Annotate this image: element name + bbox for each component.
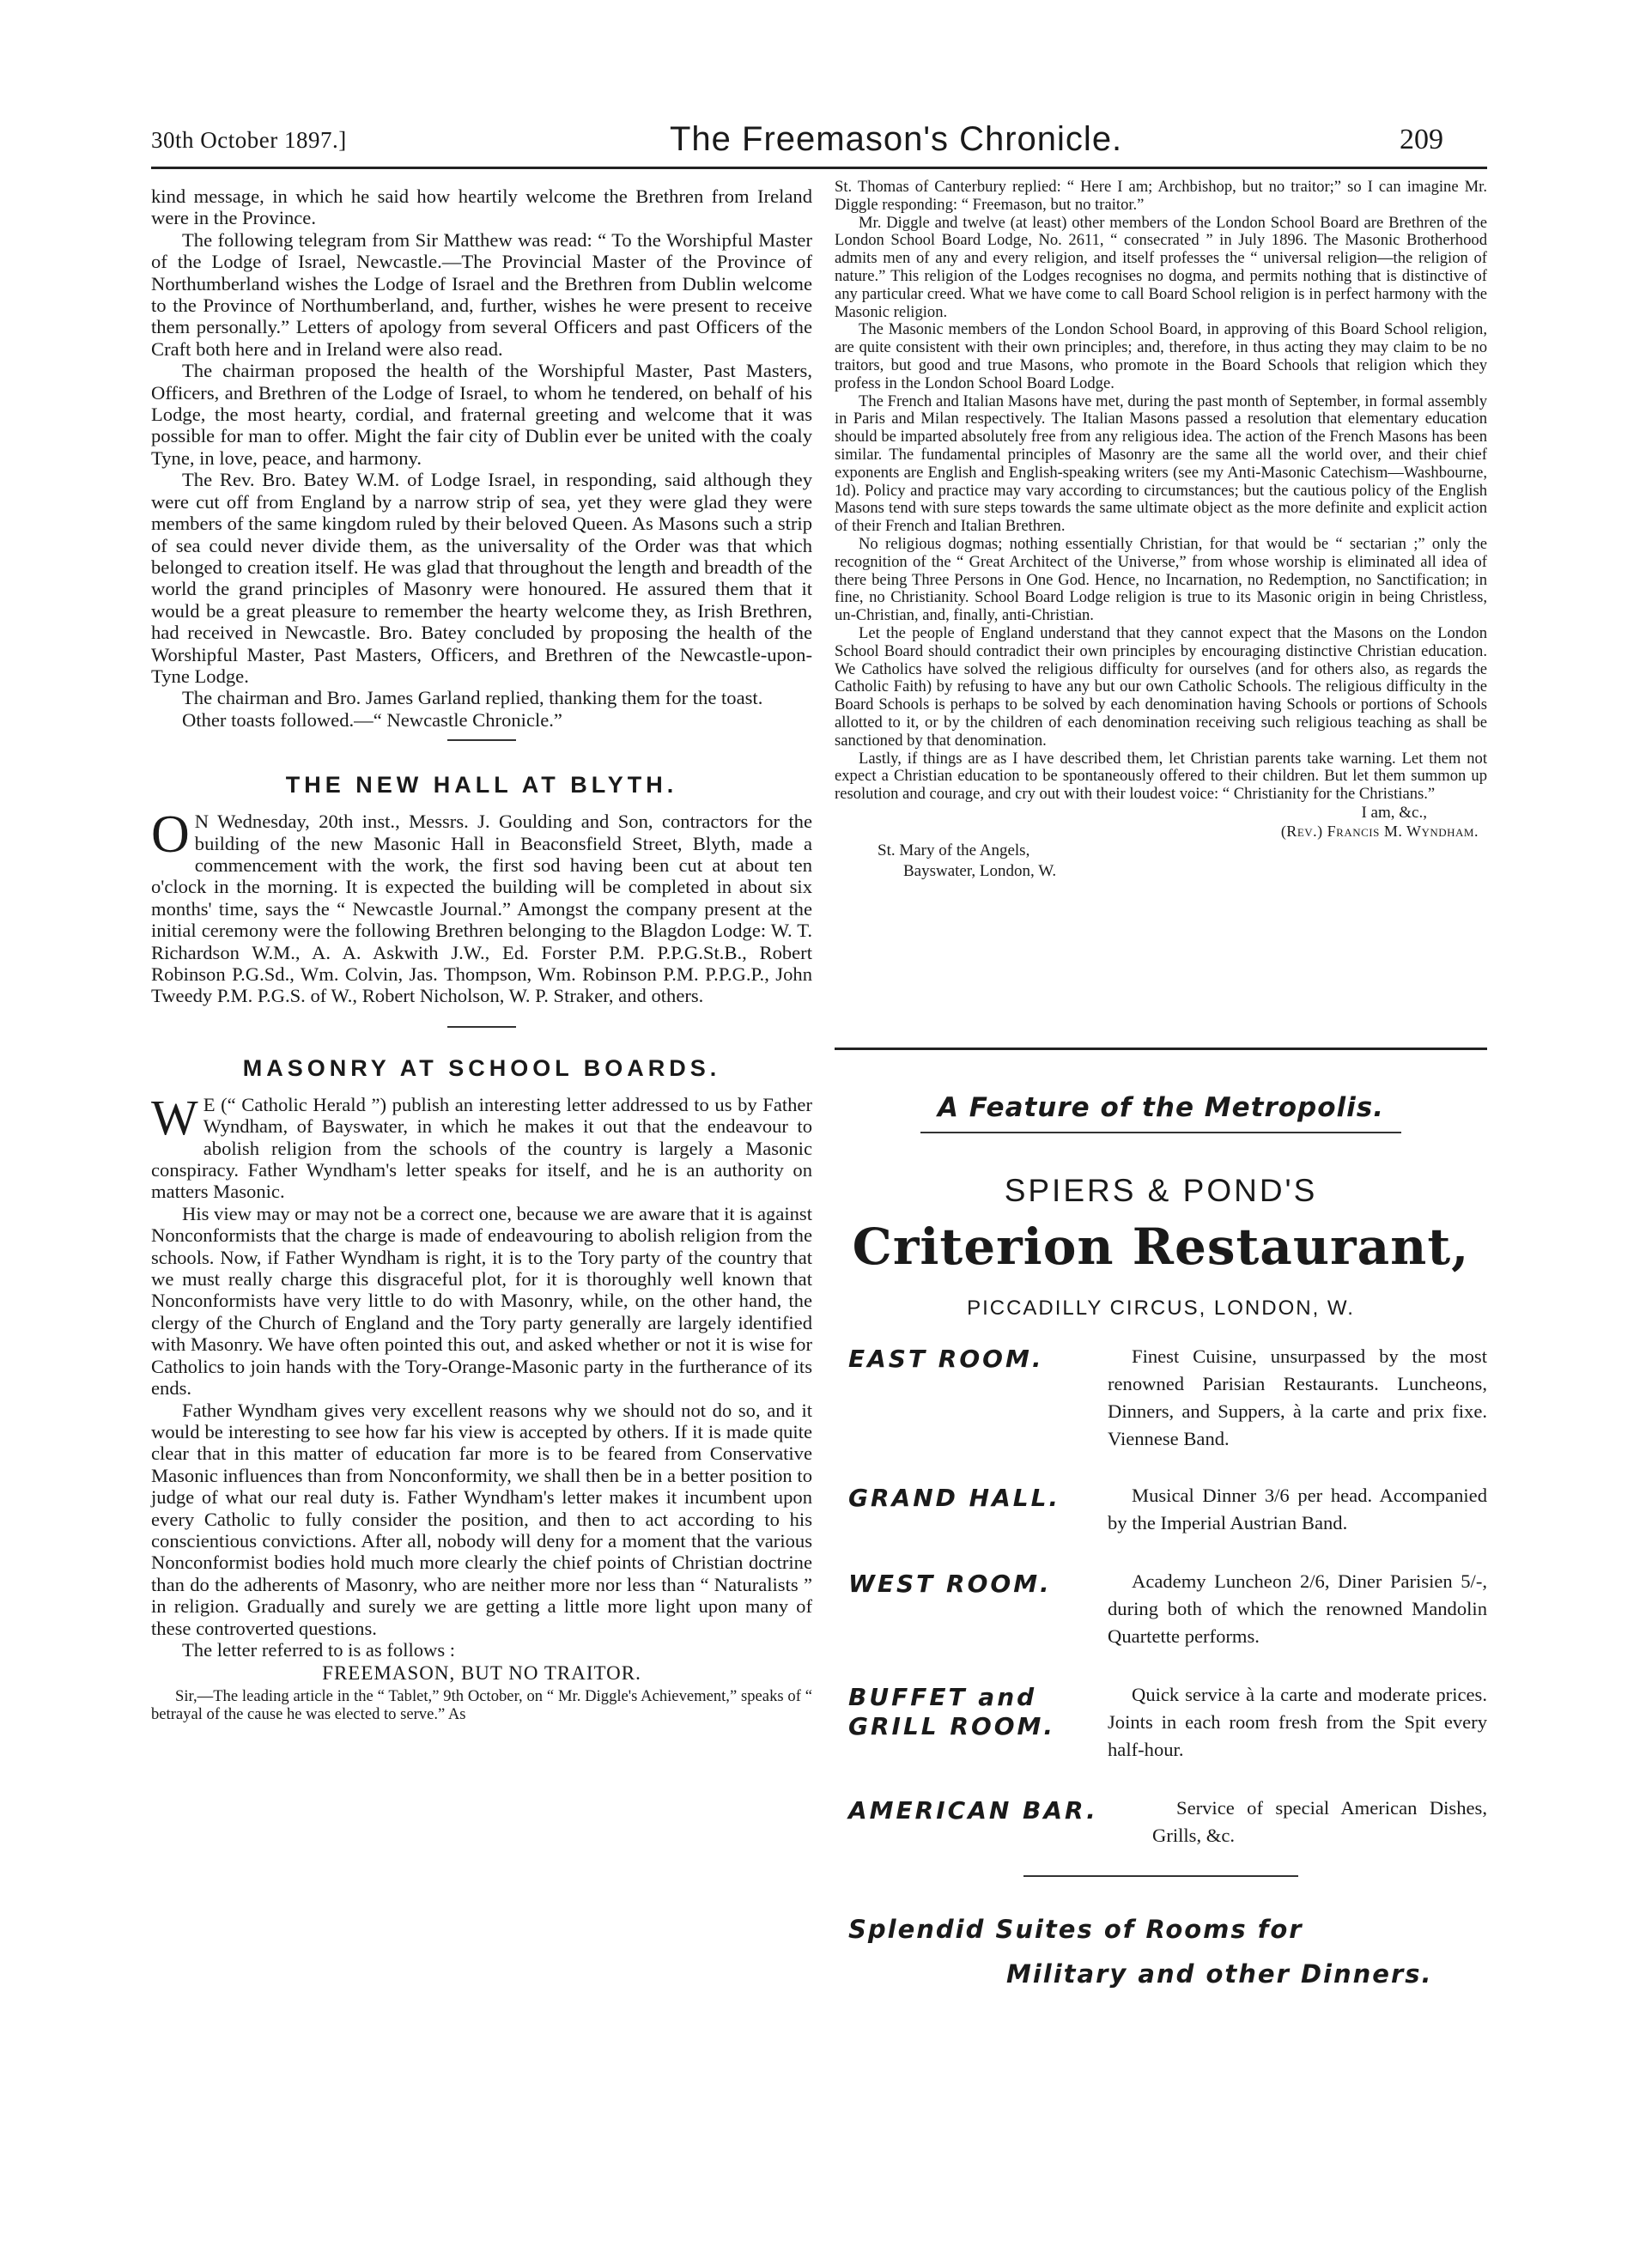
address-line: Bayswater, London, W. bbox=[903, 861, 1057, 880]
letter-continued bbox=[835, 179, 1487, 804]
paragraph: The chairman proposed the health of the Worshipful Master, Past Masters, Officers, and Brethren of the Lodge of Israel, to whom he tendered, on behalf of his Lodge, the most hearty, cordial, and fraternal greeting and welcome that it was possible for man to offer. Might the fair city of Dublin ever be united with the coaly Tyne, in love, peace, and harmony. bbox=[151, 360, 812, 469]
paragraph: The chairman and Bro. James Garland replied, thanking them for the toast. bbox=[182, 687, 763, 709]
paragraph: Lastly, if things are as I have described them, let Christian parents take warning. Let them not expect a Christian education to be spontaneously offered to their children. But let them summon up resolution and courage, and cry out with their loudest voice: “ Christianity for the Christians.” bbox=[835, 749, 1487, 804]
ad-restaurant-name: Criterion Restaurant, bbox=[852, 1218, 1470, 1276]
criterion-advertisement bbox=[835, 1065, 1487, 1989]
ad-rule bbox=[1023, 1875, 1298, 1877]
page-number: 209 bbox=[1400, 124, 1443, 155]
paragraph: Other toasts followed.—“ Newcastle Chronicle.” bbox=[182, 708, 562, 731]
letter-title: FREEMASON, BUT NO TRAITOR. bbox=[322, 1662, 641, 1685]
paragraph: The letter referred to is as follows : bbox=[182, 1638, 456, 1661]
section-divider bbox=[447, 739, 516, 741]
room-label: GRAND HALL. bbox=[848, 1484, 1061, 1512]
column-divider-rule bbox=[835, 1048, 1487, 1050]
room-description: Academy Luncheon 2/6, Diner Parisien 5/-, during both of which the renowned Mandolin Quartette performs. bbox=[1108, 1570, 1487, 1647]
paragraph: The Masonic members of the London School Board, in approving of this Board School religion, are quite consistent with their own principles; and, therefore, in thus acting they may claim to be no traitors, but good and true Masons, who promote in the Board Schools that religion which they profess in the London School Board Lodge. bbox=[835, 320, 1487, 392]
ad-footer-line: Splendid Suites of Rooms for bbox=[848, 1915, 1303, 1944]
school-boards-article bbox=[151, 1089, 812, 1661]
ad-footer-line: Military and other Dinners. bbox=[1006, 1959, 1433, 1989]
room-description: Quick service à la carte and moderate prices. Joints in each room fresh from the Spit every half-hour. bbox=[1108, 1684, 1487, 1760]
room-label: WEST ROOM. bbox=[848, 1570, 1052, 1598]
drop-cap: W bbox=[151, 1089, 198, 1145]
heading-masonry-school-boards: MASONRY AT SCHOOL BOARDS. bbox=[242, 1054, 721, 1081]
ad-proprietors: SPIERS & POND'S bbox=[1004, 1173, 1318, 1208]
issue-date: 30th October 1897.] bbox=[151, 127, 347, 153]
letter-signature: (Rev.) Francis M. Wyndham. bbox=[1280, 822, 1479, 840]
drop-cap: O bbox=[151, 805, 190, 865]
left-column bbox=[151, 185, 812, 1724]
letter-address bbox=[878, 841, 1487, 882]
right-column bbox=[835, 179, 1487, 882]
paragraph: kind message, in which he said how heartily welcome the Brethren from Ireland were in the Province. bbox=[151, 185, 812, 229]
paragraph: Let the people of England understand that they cannot expect that the Masons on the London School Board should contradict their own principles by encouraging distinctive Christian education. We Catholics have solved the religious difficulty for ourselves (and for others also, as regards the Catholic Faith) by refusing to have any but our own Catholic Schools. The religious difficulty in the Board Schools is perhaps to be solved by each denomination having Schools or portions of Schools allotted to it, or by the children of each denomination receiving such religious teaching as shall be sanctioned by that denomination. bbox=[835, 623, 1487, 750]
address-line: St. Mary of the Angels, bbox=[878, 841, 1030, 859]
lodge-report-article bbox=[151, 185, 812, 731]
room-label: EAST ROOM. bbox=[848, 1345, 1044, 1373]
room-description: Finest Cuisine, unsurpassed by the most renowned Parisian Restaurants. Luncheons, Dinners, and Suppers, à la carte and prix fixe. Viennese Band. bbox=[1108, 1345, 1487, 1449]
ad-room-grand-hall bbox=[835, 1482, 1487, 1537]
header-rule bbox=[151, 167, 1487, 169]
paragraph: The French and Italian Masons have met, during the past month of September, in formal assembly in Paris and Milan respectively. The Italian Masons passed a resolution that elementary education should be imparted absolutely free from any religious idea. The action of the French Masons has been similar. The fundamental principles of Masonry are the same all the world over, and their chief exponents are English and English-speaking writers (see my Anti-Masonic Catechism—Washbourne, 1d). Policy and practice may vary according to circumstances; but the cautious policy of the English Masons tend with sure steps towards the same ultimate object as the more definite and explicit action of their French and Italian Brethren. bbox=[835, 392, 1487, 536]
room-label: AMERICAN BAR. bbox=[848, 1796, 1098, 1825]
paragraph: Mr. Diggle and twelve (at least) other members of the London School Board are Brethren of the London School Board Lodge, No. 2611, “ consecrated ” in July 1896. The Masonic Brotherhood admits men of any and every religion, and itself professes the “ universal religion—the religion of nature.” This religion of the Lodges recognises no dogma, and permits nothing that is distinctive of any particular creed. What we have come to call Board School religion is in perfect harmony with the Masonic religion. bbox=[835, 213, 1487, 321]
ad-room-east bbox=[835, 1343, 1487, 1453]
paragraph: The following telegram from Sir Matthew was read: “ To the Worshipful Master of the Lodge of Israel, Newcastle.—The Provincial Master of the Province of Northumberland wishes the Lodge of Israel and the Brethren from Dublin welcome to the Province of Northumberland, and, further, wishes he were present to receive them personally.” Letters of apology from several Officers and past Officers of the Craft both here and in Ireland were also read. bbox=[151, 228, 812, 360]
room-label: BUFFET and GRILL ROOM. bbox=[848, 1683, 1056, 1740]
heading-new-hall-blyth: THE NEW HALL AT BLYTH. bbox=[285, 772, 678, 799]
paragraph: Father Wyndham gives very excellent reasons why we should not do so, and it would be interesting to see how far his view is accepted by others. If it is made quite clear that in this matter of education far more is to be feared from Conservative Masonic influences than from Nonconformity, we shall then be in a better position to judge of what our real duty is. Father Wyndham's letter makes it incumbent upon every Catholic to fully consider the position, and then to act according to his conscientious convictions. After all, nobody will deny for a moment that the various Nonconformist bodies hold much more clearly the chief points of Christian doctrine than do the adherents of Masonry, who are neither more nor less than “ Naturalists ” in religion. Gradually and surely we are getting a little more light upon many of these controverted questions. bbox=[151, 1399, 812, 1639]
section-divider bbox=[447, 1026, 516, 1028]
letter-opening bbox=[151, 1688, 812, 1724]
paragraph: No religious dogmas; nothing essentially Christian, for that would be “ sectarian ;” only the recognition of the “ Great Architect of the Universe,” from whose worship is eliminated all idea of there being Three Persons in One God. Hence, no Incarnation, no Redemption, no Sanctification; in fine, no Christianity. School Board Lodge religion is true to its Masonic origin in being Christless, un-Christian, and, finally, anti-Christian. bbox=[835, 534, 1487, 625]
letter-closing: I am, &c., bbox=[1361, 803, 1427, 822]
ad-address: PICCADILLY CIRCUS, LONDON, W. bbox=[967, 1297, 1355, 1320]
publication-title: The Freemason's Chronicle. bbox=[670, 120, 1123, 158]
room-description: Musical Dinner 3/6 per head. Accompanied by the Imperial Austrian Band. bbox=[1108, 1485, 1487, 1533]
paragraph: St. Thomas of Canterbury replied: “ Here I am; Archbishop, but no traitor;” so I can imagine Mr. Diggle responding: “ Freemason, but no traitor.” bbox=[835, 178, 1487, 214]
paragraph: The Rev. Bro. Batey W.M. of Lodge Israel, in responding, said although they were cut off from England by a narrow strip of sea, yet they were glad they were members of the same kingdom ruled by their beloved Queen. As Masons such a strip of sea could never divide them, as the universality of the Order was that which belonged to creation itself. He was glad that throughout the length and breadth of the world the grand principles of Masonry were honoured. He assured them that it would be a great pleasure to remember the hearty welcome they, as Irish Brethren, had received in Newcastle. Bro. Batey concluded by proposing the health of the Worshipful Master, Past Masters, Officers, and Brethren of the Newcastle-upon-Tyne Lodge. bbox=[151, 469, 812, 687]
ad-room-american-bar bbox=[835, 1795, 1487, 1849]
ad-room-west bbox=[835, 1568, 1487, 1650]
ad-tagline: A Feature of the Metropolis. bbox=[937, 1092, 1385, 1123]
paragraph: N Wednesday, 20th inst., Messrs. J. Goulding and Son, contractors for the building of the new Masonic Hall in Beaconsfield Street, Blyth, made a commencement with the work, the first sod having been cut at about ten o'clock in the morning. It is expected the building will be completed in about six months' time, says the “ Newcastle Journal.” Amongst the company present at the initial ceremony were the following Brethren belonging to the Blagdon Lodge: W. T. Richardson W.M., A. A. Askwith J.W., Ed. Forster P.M. P.P.G.St.B., Robert Robinson P.G.Sd., Wm. Colvin, Jas. Thompson, Wm. Robinson P.M. P.P.G.P., John Tweedy P.M. P.G.S. of W., Robert Nicholson, W. P. Straker, and others. bbox=[151, 811, 812, 1007]
paragraph: Sir,—The leading article in the “ Tablet,” 9th October, on “ Mr. Diggle's Achievement,” speaks of “ betrayal of the cause he was elected to serve.” As bbox=[151, 1687, 812, 1724]
paragraph: E (“ Catholic Herald ”) publish an interesting letter addressed to us by Father Wyndham, of Bayswater, in which he makes it out that the endeavour to abolish religion from the schools of the country is largely a Masonic conspiracy. Father Wyndham's letter speaks for itself, and he is an authority on matters Masonic. bbox=[151, 1093, 812, 1203]
room-description: Service of special American Dishes, Grills, &c. bbox=[1152, 1797, 1487, 1846]
blyth-article bbox=[151, 805, 812, 1007]
ad-room-buffet-grill bbox=[835, 1681, 1487, 1764]
ad-rule bbox=[920, 1132, 1401, 1133]
paragraph: His view may or may not be a correct one, because we are aware that it is against Nonconformists that the charge is made of endeavouring to abolish religion from the schools. Now, if Father Wyndham is right, it is to the Tory party of the country that we must really charge this disgraceful plot, for it is thoroughly well known that Nonconformists have very little to do with Masonry, while, on the other hand, the clergy of the Church of England and the Tory party generally are largely identified with Masonry. We have often pointed this out, and asked whether or not it is wise for Catholics to join hands with the Tory-Orange-Masonic party in the furtherance of its ends. bbox=[151, 1202, 812, 1400]
